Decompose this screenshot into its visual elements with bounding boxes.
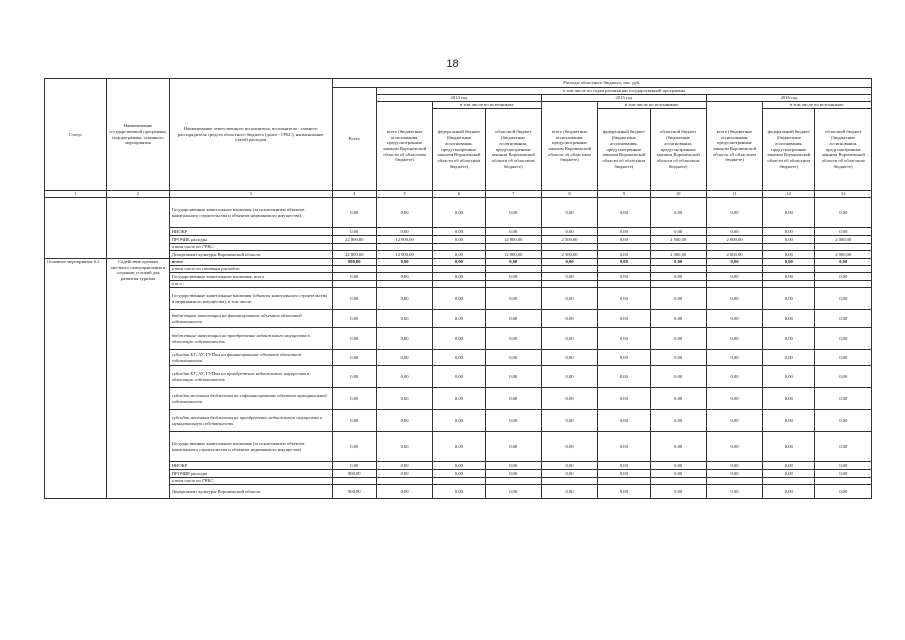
measure-name: Содействие органам местного самоуправления в создании условий для развития туризма <box>107 259 169 499</box>
budget-table <box>44 78 872 499</box>
value-cell: 0,00 <box>332 288 376 310</box>
table-row <box>45 432 872 462</box>
row-label: Государственные капитальные вложения (за исключением объектов капитального строительства и объектов недвижимого имущества) <box>169 198 332 228</box>
value-cell: 0,00 <box>706 198 762 228</box>
value-cell: 0,00 <box>650 432 706 462</box>
value-cell <box>706 244 762 251</box>
value-cell: 0,00 <box>541 288 597 310</box>
value-cell: 0,00 <box>598 366 650 388</box>
table-row <box>45 462 872 470</box>
row-label: субсидии местным бюджетам на софинансирование объектов муниципальной собственности <box>169 388 332 410</box>
value-cell <box>650 266 706 273</box>
value-cell: 0,00 <box>815 470 872 478</box>
table-row <box>45 288 872 310</box>
table-row <box>45 281 872 288</box>
value-cell: 0,00 <box>650 198 706 228</box>
value-cell: 0,00 <box>598 350 650 366</box>
value-cell: 0,00 <box>541 462 597 470</box>
value-cell <box>763 281 815 288</box>
row-label: Департамент культуры Воронежской области <box>169 251 332 259</box>
value-cell <box>706 478 762 485</box>
program-cell <box>107 198 169 259</box>
value-cell: 0,00 <box>763 273 815 281</box>
row-label: субсидии БУ, АУ, ГУПам на приобретение недвижимого имущества в областную собственность <box>169 366 332 388</box>
table-row <box>45 328 872 350</box>
value-cell: 0,00 <box>541 310 597 328</box>
value-cell <box>433 478 485 485</box>
value-cell: 0,00 <box>332 432 376 462</box>
value-cell: 0,00 <box>541 350 597 366</box>
value-cell: 0,00 <box>433 366 485 388</box>
value-cell: 0,00 <box>332 273 376 281</box>
value-cell: 0,00 <box>433 432 485 462</box>
value-cell: 0,00 <box>598 328 650 350</box>
page-number: 18 <box>446 58 459 70</box>
value-cell: 0,00 <box>763 432 815 462</box>
value-cell <box>598 266 650 273</box>
value-cell: 0,00 <box>706 462 762 470</box>
value-cell: 0,00 <box>485 485 541 499</box>
value-cell: 0,00 <box>376 259 432 266</box>
table-row <box>45 273 872 281</box>
value-cell: 0,00 <box>815 366 872 388</box>
value-cell: 0,00 <box>376 410 432 432</box>
header-year-2016: 2016 год <box>706 95 871 102</box>
value-cell: 0,00 <box>598 462 650 470</box>
value-cell: 0,00 <box>650 228 706 236</box>
value-cell: 12 900,00 <box>485 236 541 244</box>
row-label: НИОКР <box>169 228 332 236</box>
header-program-name: Наименование государственной программы, подпрограммы, основного мероприятия <box>107 79 169 191</box>
row-label: Государственные капитальные вложения, всего <box>169 273 332 281</box>
value-cell: 0,00 <box>433 462 485 470</box>
value-cell: 0,00 <box>332 328 376 350</box>
value-cell: 2 000,00 <box>815 236 872 244</box>
value-cell: 0,00 <box>706 470 762 478</box>
table-row <box>45 350 872 366</box>
table-row <box>45 259 872 266</box>
value-cell: 0,00 <box>706 366 762 388</box>
value-cell <box>650 478 706 485</box>
value-cell: 0,00 <box>485 198 541 228</box>
table-row <box>45 485 872 499</box>
measure-status: Основное мероприятие 6.2 <box>45 259 107 499</box>
value-cell: 0,00 <box>541 228 597 236</box>
value-cell: 0,00 <box>763 366 815 388</box>
value-cell: 0,00 <box>598 310 650 328</box>
value-cell: 0,00 <box>815 273 872 281</box>
table-row <box>45 228 872 236</box>
value-cell: 0,00 <box>815 310 872 328</box>
value-cell: 0,00 <box>376 273 432 281</box>
row-label: ПРОЧИЕ расходы <box>169 470 332 478</box>
value-cell: 0,00 <box>433 485 485 499</box>
value-cell: 0,00 <box>815 388 872 410</box>
value-cell: 0,00 <box>433 350 485 366</box>
row-label: НИОКР <box>169 462 332 470</box>
value-cell: 0,00 <box>706 259 762 266</box>
value-cell: 0,00 <box>763 410 815 432</box>
value-cell: 0,00 <box>598 485 650 499</box>
value-cell <box>541 244 597 251</box>
value-cell <box>485 266 541 273</box>
header-2015-federal: федеральный бюджет (бюджетные ассигнования, предусмотренные законом Воронежской области об областном бюджете) <box>598 109 650 191</box>
header-2016-regional: областной бюджет (бюджетные ассигнования, предусмотренные законом Воронежской области об областном бюджете) <box>815 109 872 191</box>
value-cell: 0,00 <box>815 432 872 462</box>
column-number: 11 <box>706 191 762 198</box>
value-cell <box>376 266 432 273</box>
value-cell: 0,00 <box>706 388 762 410</box>
value-cell <box>376 478 432 485</box>
value-cell: 900,00 <box>332 470 376 478</box>
value-cell: 0,00 <box>815 350 872 366</box>
value-cell: 0,00 <box>598 410 650 432</box>
value-cell: 0,00 <box>541 366 597 388</box>
table-row <box>45 310 872 328</box>
value-cell: 0,00 <box>598 228 650 236</box>
value-cell: 0,00 <box>485 273 541 281</box>
value-cell: 0,00 <box>332 410 376 432</box>
value-cell: 0,00 <box>763 228 815 236</box>
row-label: ПРОЧИЕ расходы <box>169 236 332 244</box>
header-2015-regional: областной бюджет (бюджетные ассигнования, предусмотренные законом Воронежской области об областном бюджете) <box>650 109 706 191</box>
column-number: 7 <box>485 191 541 198</box>
value-cell <box>541 478 597 485</box>
value-cell <box>763 244 815 251</box>
value-cell <box>706 266 762 273</box>
value-cell: 0,00 <box>815 288 872 310</box>
value-cell: 12 900,00 <box>376 251 432 259</box>
value-cell: 0,00 <box>332 462 376 470</box>
value-cell: 0,00 <box>598 251 650 259</box>
value-cell: 2 500,00 <box>650 251 706 259</box>
value-cell <box>598 281 650 288</box>
table-row <box>45 198 872 228</box>
column-number: 1 <box>45 191 107 198</box>
value-cell: 0,00 <box>650 259 706 266</box>
value-cell: 0,00 <box>485 388 541 410</box>
value-cell: 2 500,00 <box>541 236 597 244</box>
row-label: в том числе по ГРБС: <box>169 478 332 485</box>
value-cell: 2 000,00 <box>815 251 872 259</box>
value-cell <box>376 281 432 288</box>
value-cell: 0,00 <box>332 198 376 228</box>
value-cell: 0,00 <box>763 198 815 228</box>
value-cell: 0,00 <box>763 470 815 478</box>
value-cell: 0,00 <box>763 485 815 499</box>
value-cell <box>815 266 872 273</box>
table-row <box>45 410 872 432</box>
value-cell: 2 000,00 <box>706 236 762 244</box>
value-cell: 0,00 <box>541 410 597 432</box>
value-cell: 0,00 <box>598 259 650 266</box>
value-cell: 0,00 <box>376 366 432 388</box>
row-label: всего <box>169 259 332 266</box>
header-2014-sources: в том числе по источникам: <box>433 102 542 109</box>
value-cell <box>706 281 762 288</box>
column-number: 13 <box>815 191 872 198</box>
header-2016-total: всего (бюджетные ассигнования, предусмотренные законом Воронежской области об областном бюджете) <box>706 102 762 191</box>
value-cell: 0,00 <box>598 273 650 281</box>
value-cell: 0,00 <box>485 350 541 366</box>
value-cell: 0,00 <box>332 350 376 366</box>
column-number: 10 <box>650 191 706 198</box>
value-cell: 0,00 <box>598 432 650 462</box>
value-cell: 0,00 <box>485 310 541 328</box>
value-cell: 0,00 <box>763 236 815 244</box>
table-row <box>45 470 872 478</box>
value-cell: 0,00 <box>706 310 762 328</box>
value-cell: 0,00 <box>650 410 706 432</box>
value-cell <box>332 478 376 485</box>
value-cell: 0,00 <box>706 288 762 310</box>
value-cell: 0,00 <box>433 228 485 236</box>
row-label: в том числе по ГРБС: <box>169 244 332 251</box>
value-cell: 0,00 <box>650 288 706 310</box>
value-cell: 12 900,00 <box>485 251 541 259</box>
table-row <box>45 478 872 485</box>
value-cell: 0,00 <box>763 388 815 410</box>
row-label: бюджетные инвестиции на финансирование объектов областной собственности <box>169 310 332 328</box>
status-cell <box>45 198 107 259</box>
value-cell: 0,00 <box>650 366 706 388</box>
value-cell <box>485 244 541 251</box>
value-cell: 0,00 <box>650 273 706 281</box>
column-number: 6 <box>433 191 485 198</box>
value-cell: 0,00 <box>598 198 650 228</box>
value-cell: 0,00 <box>763 462 815 470</box>
value-cell: 0,00 <box>541 328 597 350</box>
value-cell: 0,00 <box>485 328 541 350</box>
value-cell: 0,00 <box>650 485 706 499</box>
value-cell: 0,00 <box>541 259 597 266</box>
value-cell: 0,00 <box>485 288 541 310</box>
table-row <box>45 244 872 251</box>
value-cell: 900,00 <box>332 259 376 266</box>
value-cell: 0,00 <box>376 198 432 228</box>
value-cell: 0,00 <box>763 251 815 259</box>
value-cell: 0,00 <box>815 328 872 350</box>
value-cell: 0,00 <box>541 485 597 499</box>
value-cell <box>650 244 706 251</box>
header-year-2015: 2015 год <box>541 95 706 102</box>
value-cell <box>376 244 432 251</box>
value-cell <box>332 244 376 251</box>
value-cell <box>541 266 597 273</box>
value-cell: 0,00 <box>650 310 706 328</box>
value-cell: 0,00 <box>706 328 762 350</box>
value-cell: 0,00 <box>706 273 762 281</box>
value-cell <box>815 244 872 251</box>
header-2014-federal: федеральный бюджет (бюджетные ассигнования, предусмотренные законом Воронежской области об областном бюджете) <box>433 109 485 191</box>
header-2016-sources: в том числе по источникам: <box>763 102 872 109</box>
column-number: 3 <box>169 191 332 198</box>
value-cell: 0,00 <box>433 259 485 266</box>
value-cell <box>433 281 485 288</box>
table-row <box>45 366 872 388</box>
value-cell: 0,00 <box>332 388 376 410</box>
value-cell: 0,00 <box>485 432 541 462</box>
value-cell: 0,00 <box>598 236 650 244</box>
row-label: бюджетные инвестиции на приобретение недвижимого имущества в областную собственность <box>169 328 332 350</box>
value-cell: 0,00 <box>650 470 706 478</box>
value-cell: 0,00 <box>485 366 541 388</box>
value-cell: 0,00 <box>598 288 650 310</box>
table-row <box>45 251 872 259</box>
value-cell: 0,00 <box>433 410 485 432</box>
row-label: Государственные капитальные вложения (за исключением объектов капитального строительства и объектов недвижимого имущества) <box>169 432 332 462</box>
row-label: Департамент культуры Воронежской области <box>169 485 332 499</box>
header-by-years: в том числе по годам реализации государственной программы <box>376 88 871 95</box>
header-2016-federal: федеральный бюджет (бюджетные ассигнования, предусмотренные законом Воронежской области об областном бюджете) <box>763 109 815 191</box>
value-cell: 0,00 <box>376 432 432 462</box>
value-cell: 0,00 <box>433 288 485 310</box>
row-label: в том числе по статьям расходов: <box>169 266 332 273</box>
column-number: 4 <box>332 191 376 198</box>
value-cell: 0,00 <box>763 310 815 328</box>
value-cell: 0,00 <box>376 388 432 410</box>
column-number: 5 <box>376 191 432 198</box>
value-cell <box>598 244 650 251</box>
value-cell <box>541 281 597 288</box>
value-cell: 900,00 <box>332 485 376 499</box>
value-cell: 0,00 <box>763 288 815 310</box>
value-cell: 0,00 <box>763 350 815 366</box>
value-cell: 2 500,00 <box>650 236 706 244</box>
value-cell: 0,00 <box>332 228 376 236</box>
value-cell: 0,00 <box>376 288 432 310</box>
value-cell: 0,00 <box>650 328 706 350</box>
header-executor: Наименование ответственного исполнителя, исполнителя - главного распорядителя средств областного бюджета (далее - ГРБС), наименование статей расходов <box>169 79 332 191</box>
value-cell <box>485 281 541 288</box>
value-cell <box>815 281 872 288</box>
value-cell: 0,00 <box>541 198 597 228</box>
header-total: Всего <box>332 88 376 191</box>
value-cell: 12 900,00 <box>376 236 432 244</box>
value-cell: 0,00 <box>433 273 485 281</box>
column-number: 9 <box>598 191 650 198</box>
row-label: в т.ч.: <box>169 281 332 288</box>
header-2014-total: всего (бюджетные ассигнования, предусмотренные законом Воронежской области об областном бюджете) <box>376 102 432 191</box>
value-cell: 0,00 <box>376 462 432 470</box>
value-cell <box>332 281 376 288</box>
column-number: 2 <box>107 191 169 198</box>
row-label: субсидии местным бюджетам на приобретение недвижимого имущества в муниципальную собственность <box>169 410 332 432</box>
value-cell <box>763 266 815 273</box>
header-status: Статус <box>45 79 107 191</box>
value-cell: 0,00 <box>485 259 541 266</box>
column-number: 12 <box>763 191 815 198</box>
value-cell: 0,00 <box>815 198 872 228</box>
header-2014-regional: областной бюджет (бюджетные ассигнования, предусмотренные законом Воронежской области об областном бюджете) <box>485 109 541 191</box>
value-cell: 0,00 <box>706 432 762 462</box>
header-year-2014: 2014 год <box>376 95 541 102</box>
header-expenses: Расходы областного бюджета, тыс. руб. <box>332 79 871 88</box>
value-cell: 0,00 <box>332 310 376 328</box>
value-cell: 0,00 <box>706 410 762 432</box>
value-cell <box>332 266 376 273</box>
value-cell: 0,00 <box>763 328 815 350</box>
value-cell: 0,00 <box>815 259 872 266</box>
value-cell: 0,00 <box>376 350 432 366</box>
value-cell: 0,00 <box>815 410 872 432</box>
value-cell: 0,00 <box>485 410 541 432</box>
value-cell: 0,00 <box>541 273 597 281</box>
value-cell <box>433 266 485 273</box>
value-cell: 0,00 <box>433 251 485 259</box>
value-cell: 0,00 <box>433 388 485 410</box>
value-cell: 0,00 <box>376 328 432 350</box>
value-cell: 0,00 <box>376 228 432 236</box>
header-2015-sources: в том числе по источникам: <box>598 102 707 109</box>
value-cell: 22 800,00 <box>332 251 376 259</box>
value-cell: 0,00 <box>541 470 597 478</box>
value-cell: 0,00 <box>485 228 541 236</box>
value-cell <box>433 244 485 251</box>
value-cell: 0,00 <box>541 388 597 410</box>
value-cell: 0,00 <box>598 388 650 410</box>
value-cell <box>598 478 650 485</box>
value-cell <box>815 478 872 485</box>
value-cell: 0,00 <box>598 470 650 478</box>
value-cell <box>763 478 815 485</box>
value-cell: 0,00 <box>485 470 541 478</box>
value-cell: 0,00 <box>433 310 485 328</box>
value-cell: 0,00 <box>706 350 762 366</box>
value-cell: 0,00 <box>650 350 706 366</box>
value-cell: 0,00 <box>485 462 541 470</box>
value-cell: 2 000,00 <box>706 251 762 259</box>
value-cell <box>650 281 706 288</box>
value-cell: 0,00 <box>815 228 872 236</box>
value-cell: 22 800,00 <box>332 236 376 244</box>
table-row <box>45 236 872 244</box>
value-cell: 0,00 <box>433 470 485 478</box>
value-cell: 0,00 <box>332 366 376 388</box>
value-cell: 0,00 <box>706 228 762 236</box>
value-cell: 0,00 <box>650 388 706 410</box>
value-cell: 0,00 <box>433 328 485 350</box>
row-label: Государственные капитальные вложения (объекты капитального строительства и недвижимого имущества), в том числе: <box>169 288 332 310</box>
header-2015-total: всего (бюджетные ассигнования, предусмотренные законом Воронежской области об областном бюджете) <box>541 102 597 191</box>
value-cell <box>485 478 541 485</box>
value-cell: 0,00 <box>433 198 485 228</box>
value-cell: 0,00 <box>650 462 706 470</box>
table-row <box>45 388 872 410</box>
value-cell: 0,00 <box>815 485 872 499</box>
value-cell: 0,00 <box>376 485 432 499</box>
value-cell: 0,00 <box>541 432 597 462</box>
value-cell: 0,00 <box>763 259 815 266</box>
value-cell: 0,00 <box>433 236 485 244</box>
row-label: субсидии БУ, АУ, ГУПам на финансирование объектов областной собственности <box>169 350 332 366</box>
value-cell: 2 500,00 <box>541 251 597 259</box>
value-cell: 0,00 <box>376 310 432 328</box>
table-row <box>45 266 872 273</box>
value-cell: 0,00 <box>815 462 872 470</box>
value-cell: 0,00 <box>706 485 762 499</box>
column-number: 8 <box>541 191 597 198</box>
value-cell: 0,00 <box>376 470 432 478</box>
